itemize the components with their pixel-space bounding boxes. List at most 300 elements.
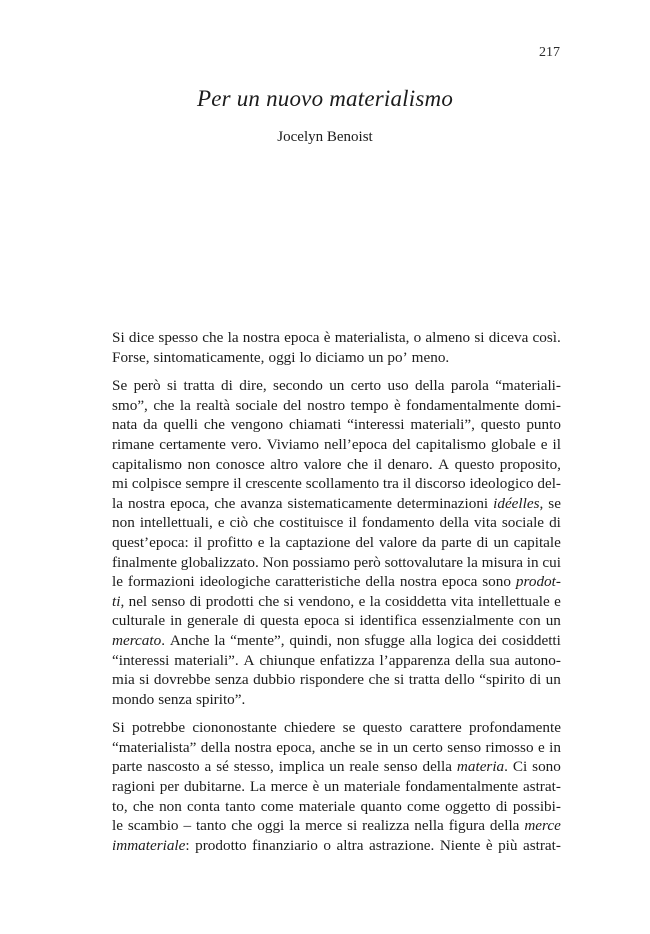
word: da	[143, 416, 158, 434]
word: sintomaticamente,	[153, 348, 265, 366]
word: epoca	[441, 573, 478, 591]
word: caratteristiche	[275, 573, 361, 591]
word: tratta	[183, 377, 215, 395]
word: mercato.	[112, 631, 166, 649]
word: smo”,	[112, 396, 148, 414]
word: cosiddetta	[384, 592, 447, 610]
word: si	[283, 592, 294, 610]
word: sfugge	[364, 631, 405, 649]
word: epoca,	[276, 738, 316, 756]
word: e	[257, 533, 265, 551]
word: l’apparenza	[379, 651, 451, 669]
word: Anche	[169, 631, 210, 649]
word: anche	[319, 738, 356, 756]
word: di	[221, 377, 233, 395]
word: un	[392, 738, 409, 756]
word: materiale	[298, 797, 356, 815]
word: che	[202, 329, 224, 346]
text-line	[112, 572, 561, 592]
word: nascosto	[147, 758, 200, 776]
word: costituisce	[279, 514, 344, 532]
text-line	[112, 348, 561, 368]
word: sottovalutare	[384, 553, 464, 571]
word: quest’epoca:	[112, 533, 189, 551]
word: la	[269, 533, 281, 551]
word: profitto	[207, 533, 253, 551]
text-line	[112, 718, 561, 738]
word: “materialista”	[112, 738, 197, 756]
word: scollamento	[305, 475, 380, 493]
word: altro	[270, 455, 299, 473]
word: tra	[382, 475, 399, 493]
text-line	[112, 396, 561, 416]
word: della	[414, 377, 445, 395]
word: colpisce	[131, 475, 182, 493]
word: sua	[489, 651, 510, 669]
word: non	[336, 631, 360, 649]
word: ideologico	[469, 475, 534, 493]
word: La	[249, 778, 266, 796]
word: a	[204, 758, 212, 776]
word: chiedere	[283, 719, 336, 737]
word: valore	[303, 455, 342, 473]
word: parte	[112, 758, 143, 776]
word: realizza	[362, 817, 410, 835]
word: di	[243, 612, 256, 630]
word: non	[159, 797, 182, 815]
word: di	[549, 514, 561, 532]
word: possibi-	[512, 797, 561, 815]
word: non	[112, 514, 135, 532]
word: to,	[112, 797, 128, 815]
word: dire,	[239, 377, 267, 395]
word: finanziario	[252, 836, 318, 854]
word: rimosso	[485, 738, 534, 756]
word: questo	[362, 719, 403, 737]
word: captazione	[285, 533, 351, 551]
word: cui	[542, 553, 561, 571]
word: valore	[378, 533, 417, 551]
word: rispondere	[299, 671, 364, 689]
word: quelli	[163, 416, 198, 434]
word: e	[358, 592, 366, 610]
word: un	[329, 758, 345, 776]
word: “interessi	[112, 651, 170, 669]
word: tanto	[195, 817, 227, 835]
word: e	[540, 435, 548, 453]
word: culturale	[112, 612, 166, 630]
word: ciò	[229, 514, 249, 532]
word: realtà	[196, 396, 230, 414]
author-name: Jocelyn Benoist	[277, 129, 373, 145]
word: epoca	[303, 612, 340, 630]
word: in	[170, 612, 182, 630]
word: dubitarne.	[183, 778, 246, 796]
word: che	[132, 797, 154, 815]
word: si	[474, 329, 485, 346]
text-line	[112, 651, 561, 671]
word: della	[455, 651, 485, 669]
word: se	[342, 719, 356, 737]
word: merce	[524, 817, 561, 835]
word: spirito”.	[195, 690, 246, 708]
word: prodotto	[195, 836, 247, 854]
word: materia.	[456, 758, 508, 776]
word: enfatizza	[319, 651, 375, 669]
text-line	[112, 474, 561, 494]
word: sistematicamente	[287, 494, 393, 512]
text-line	[112, 757, 561, 777]
word: un	[329, 377, 345, 395]
word: mondo	[112, 690, 155, 708]
word: certo	[412, 738, 443, 756]
word: chiamati	[289, 416, 342, 434]
paragraph-gap	[112, 367, 561, 376]
word: del	[355, 533, 374, 551]
word: in	[376, 738, 389, 756]
word: dello	[444, 671, 475, 689]
word: di	[495, 797, 508, 815]
text-line	[112, 816, 561, 836]
word: Si	[112, 329, 125, 346]
word: vero.	[230, 435, 262, 453]
word: “interessi	[347, 416, 405, 434]
word: immateriale:	[112, 836, 190, 854]
chapter-title: Per un nuovo materialismo	[196, 86, 454, 111]
word: il	[373, 455, 383, 473]
word: che	[258, 592, 280, 610]
word: nel	[128, 592, 148, 610]
word: fondamentalmente	[405, 778, 519, 796]
word: senza	[214, 671, 249, 689]
word: rimane	[112, 435, 155, 453]
word: nell’epoca	[324, 435, 388, 453]
word: scambio	[127, 817, 179, 835]
word: determinazioni	[397, 494, 489, 512]
word: po’	[387, 348, 408, 366]
word: proposito,	[499, 455, 561, 473]
word: idéelles,	[493, 494, 544, 512]
word: parte	[441, 533, 472, 551]
word: materiali”.	[174, 651, 239, 669]
word: sono	[532, 758, 561, 776]
word: però	[133, 377, 161, 395]
word: tratta	[408, 671, 440, 689]
text-line	[112, 494, 561, 514]
word: se	[359, 738, 373, 756]
word: vendono,	[298, 592, 355, 610]
word: dice	[128, 329, 155, 346]
word: generale	[186, 612, 239, 630]
word: Niente	[439, 836, 481, 854]
word: che	[368, 671, 390, 689]
text-line	[112, 690, 561, 710]
word: astrazione.	[368, 836, 435, 854]
paragraph	[112, 718, 561, 855]
text-line	[112, 435, 561, 455]
word: e	[554, 592, 561, 610]
word: di	[529, 671, 542, 689]
word: da	[421, 533, 437, 551]
word: più	[498, 836, 518, 854]
word: della	[365, 573, 395, 591]
word: domi-	[524, 396, 561, 414]
text-line	[112, 415, 561, 435]
word: materiale	[343, 778, 401, 796]
word: reale	[349, 758, 379, 776]
word: conta	[187, 797, 220, 815]
word: prodot-	[515, 573, 561, 591]
word: però	[353, 553, 381, 571]
word: nostra	[127, 494, 166, 512]
word: la	[214, 631, 226, 649]
word: dovrebbe	[153, 671, 211, 689]
word: formazioni	[127, 573, 195, 591]
word: sono	[482, 573, 511, 591]
word: la	[466, 553, 478, 571]
word: questa	[260, 612, 299, 630]
word: si	[139, 671, 150, 689]
word: senza	[158, 690, 192, 708]
word: crescente	[245, 475, 302, 493]
word: “mente”,	[230, 631, 285, 649]
word: un	[368, 348, 384, 366]
word: nostro	[307, 396, 346, 414]
word: la	[289, 817, 301, 835]
word: un	[545, 671, 561, 689]
text-line	[112, 592, 561, 612]
word: cosiddetti	[501, 631, 561, 649]
word: che	[253, 514, 275, 532]
word: avanza	[240, 494, 283, 512]
word: vita	[450, 592, 474, 610]
page-number: 217	[539, 45, 560, 60]
word: carattere	[409, 719, 462, 737]
word: il	[193, 533, 203, 551]
word: epoca	[284, 329, 320, 346]
word: capitale	[513, 533, 561, 551]
word: materiali”,	[410, 416, 475, 434]
word: senso	[383, 758, 418, 776]
word: capitalismo	[415, 435, 486, 453]
body-text	[112, 328, 561, 855]
word: Ci	[512, 758, 528, 776]
word: secondo	[273, 377, 323, 395]
word: materialista,	[334, 329, 410, 346]
text-line	[112, 328, 561, 348]
word: oggi	[268, 348, 296, 366]
word: in	[526, 553, 539, 571]
word: nostra	[234, 738, 272, 756]
word: profondamente	[469, 719, 561, 737]
word: che	[153, 396, 175, 414]
word: della	[422, 758, 452, 776]
word: quanto	[360, 797, 402, 815]
text-line	[112, 553, 561, 573]
word: o	[323, 836, 331, 854]
text-line	[112, 670, 561, 690]
word: intellettuali,	[139, 514, 213, 532]
word: alla	[409, 631, 432, 649]
word: in	[549, 738, 561, 756]
word: la	[112, 494, 123, 512]
word: sempre	[185, 475, 230, 493]
word: di	[189, 592, 202, 610]
word: almeno	[425, 329, 471, 346]
word: sé	[216, 758, 229, 776]
word: del	[283, 396, 302, 414]
word: ciononostante	[192, 719, 277, 737]
word: certo	[350, 377, 382, 395]
word: identifica	[359, 612, 417, 630]
word: spesso	[158, 329, 199, 346]
word: che	[231, 817, 253, 835]
word: possiamo	[292, 553, 350, 571]
word: uso	[387, 377, 409, 395]
word: capitalismo	[112, 455, 183, 473]
word: e	[537, 738, 545, 756]
word: sociale	[501, 514, 545, 532]
word: un	[493, 533, 509, 551]
text-line	[112, 533, 561, 553]
word: fondamentalmente	[406, 396, 520, 414]
word: fondamento	[361, 514, 435, 532]
word: è	[323, 329, 331, 346]
word: se	[548, 494, 561, 512]
word: per	[159, 778, 180, 796]
word: e	[217, 514, 225, 532]
word: oggetto	[445, 797, 491, 815]
word: epoca,	[170, 494, 210, 512]
word: è	[485, 836, 493, 854]
word: altra	[336, 836, 364, 854]
word: questo	[454, 455, 495, 473]
paragraph	[112, 328, 561, 367]
word: lo	[299, 348, 312, 366]
text-line	[112, 376, 561, 396]
text-line	[112, 513, 561, 533]
word: ideologiche	[199, 573, 271, 591]
word: stesso,	[233, 758, 274, 776]
word: vengono	[230, 416, 284, 434]
word: nata	[112, 416, 138, 434]
word: come	[260, 797, 294, 815]
word: implica	[278, 758, 325, 776]
text-line	[112, 455, 561, 475]
word: misura	[481, 553, 523, 571]
word: Non	[262, 553, 289, 571]
word: nella	[414, 817, 444, 835]
word: la	[227, 329, 239, 346]
word: A	[438, 455, 450, 473]
word: conosce	[215, 455, 265, 473]
word: quindi,	[289, 631, 332, 649]
word: finalmente	[112, 553, 177, 571]
word: Si	[112, 719, 125, 737]
word: il	[402, 475, 412, 493]
word: la	[179, 396, 191, 414]
word: si	[166, 377, 178, 395]
word: astrat-	[522, 778, 561, 796]
word: il	[552, 435, 561, 453]
word: certamente	[159, 435, 226, 453]
word: del	[392, 435, 411, 453]
word: della	[200, 738, 231, 756]
word: essenzialmente	[421, 612, 514, 630]
word: “materiali-	[495, 377, 561, 395]
word: la	[369, 592, 381, 610]
text-line	[112, 611, 561, 631]
word: mia	[112, 671, 135, 689]
word: merce	[270, 778, 308, 796]
word: astrat-	[522, 836, 561, 854]
word: non	[187, 455, 211, 473]
word: Viviamo	[266, 435, 319, 453]
word: è	[312, 778, 320, 796]
word: tanto	[225, 797, 256, 815]
word: dei	[478, 631, 497, 649]
word: intellettuale	[478, 592, 550, 610]
word: il	[233, 475, 242, 493]
word: ti,	[112, 592, 125, 610]
word: globale	[490, 435, 536, 453]
word: come	[406, 797, 440, 815]
word: del-	[537, 475, 561, 493]
word: A	[243, 651, 255, 669]
word: mi	[112, 475, 129, 493]
text-line	[112, 738, 561, 758]
word: logica	[436, 631, 474, 649]
word: parola	[450, 377, 489, 395]
word: chiunque	[259, 651, 315, 669]
word: discorso	[415, 475, 466, 493]
word: diceva	[488, 329, 529, 346]
word: che	[347, 455, 369, 473]
word: nostra	[399, 573, 437, 591]
word: –	[183, 817, 192, 835]
word: della	[439, 514, 470, 532]
word: è	[393, 396, 401, 414]
word: si	[347, 817, 358, 835]
word: che	[214, 494, 236, 512]
word: prodotti	[205, 592, 254, 610]
word: che	[203, 416, 225, 434]
word: tempo	[350, 396, 389, 414]
word: punto	[526, 416, 561, 434]
word: senso	[447, 738, 482, 756]
text-line	[112, 797, 561, 817]
word: si	[344, 612, 355, 630]
word: Se	[112, 377, 128, 395]
word: il	[348, 514, 357, 532]
word: ragioni	[112, 778, 156, 796]
word: si	[394, 671, 405, 689]
text-line	[112, 777, 561, 797]
word: un	[323, 778, 340, 796]
word: questo	[480, 416, 521, 434]
word: figura	[448, 817, 485, 835]
word: merce	[305, 817, 343, 835]
word: di	[476, 533, 489, 551]
word: autono-	[514, 651, 561, 669]
word: vita	[474, 514, 497, 532]
text-line	[112, 631, 561, 651]
word: “spirito	[479, 671, 525, 689]
word: le	[112, 817, 123, 835]
word: potrebbe	[131, 719, 186, 737]
word: meno.	[411, 348, 450, 366]
word: globalizzato.	[180, 553, 259, 571]
